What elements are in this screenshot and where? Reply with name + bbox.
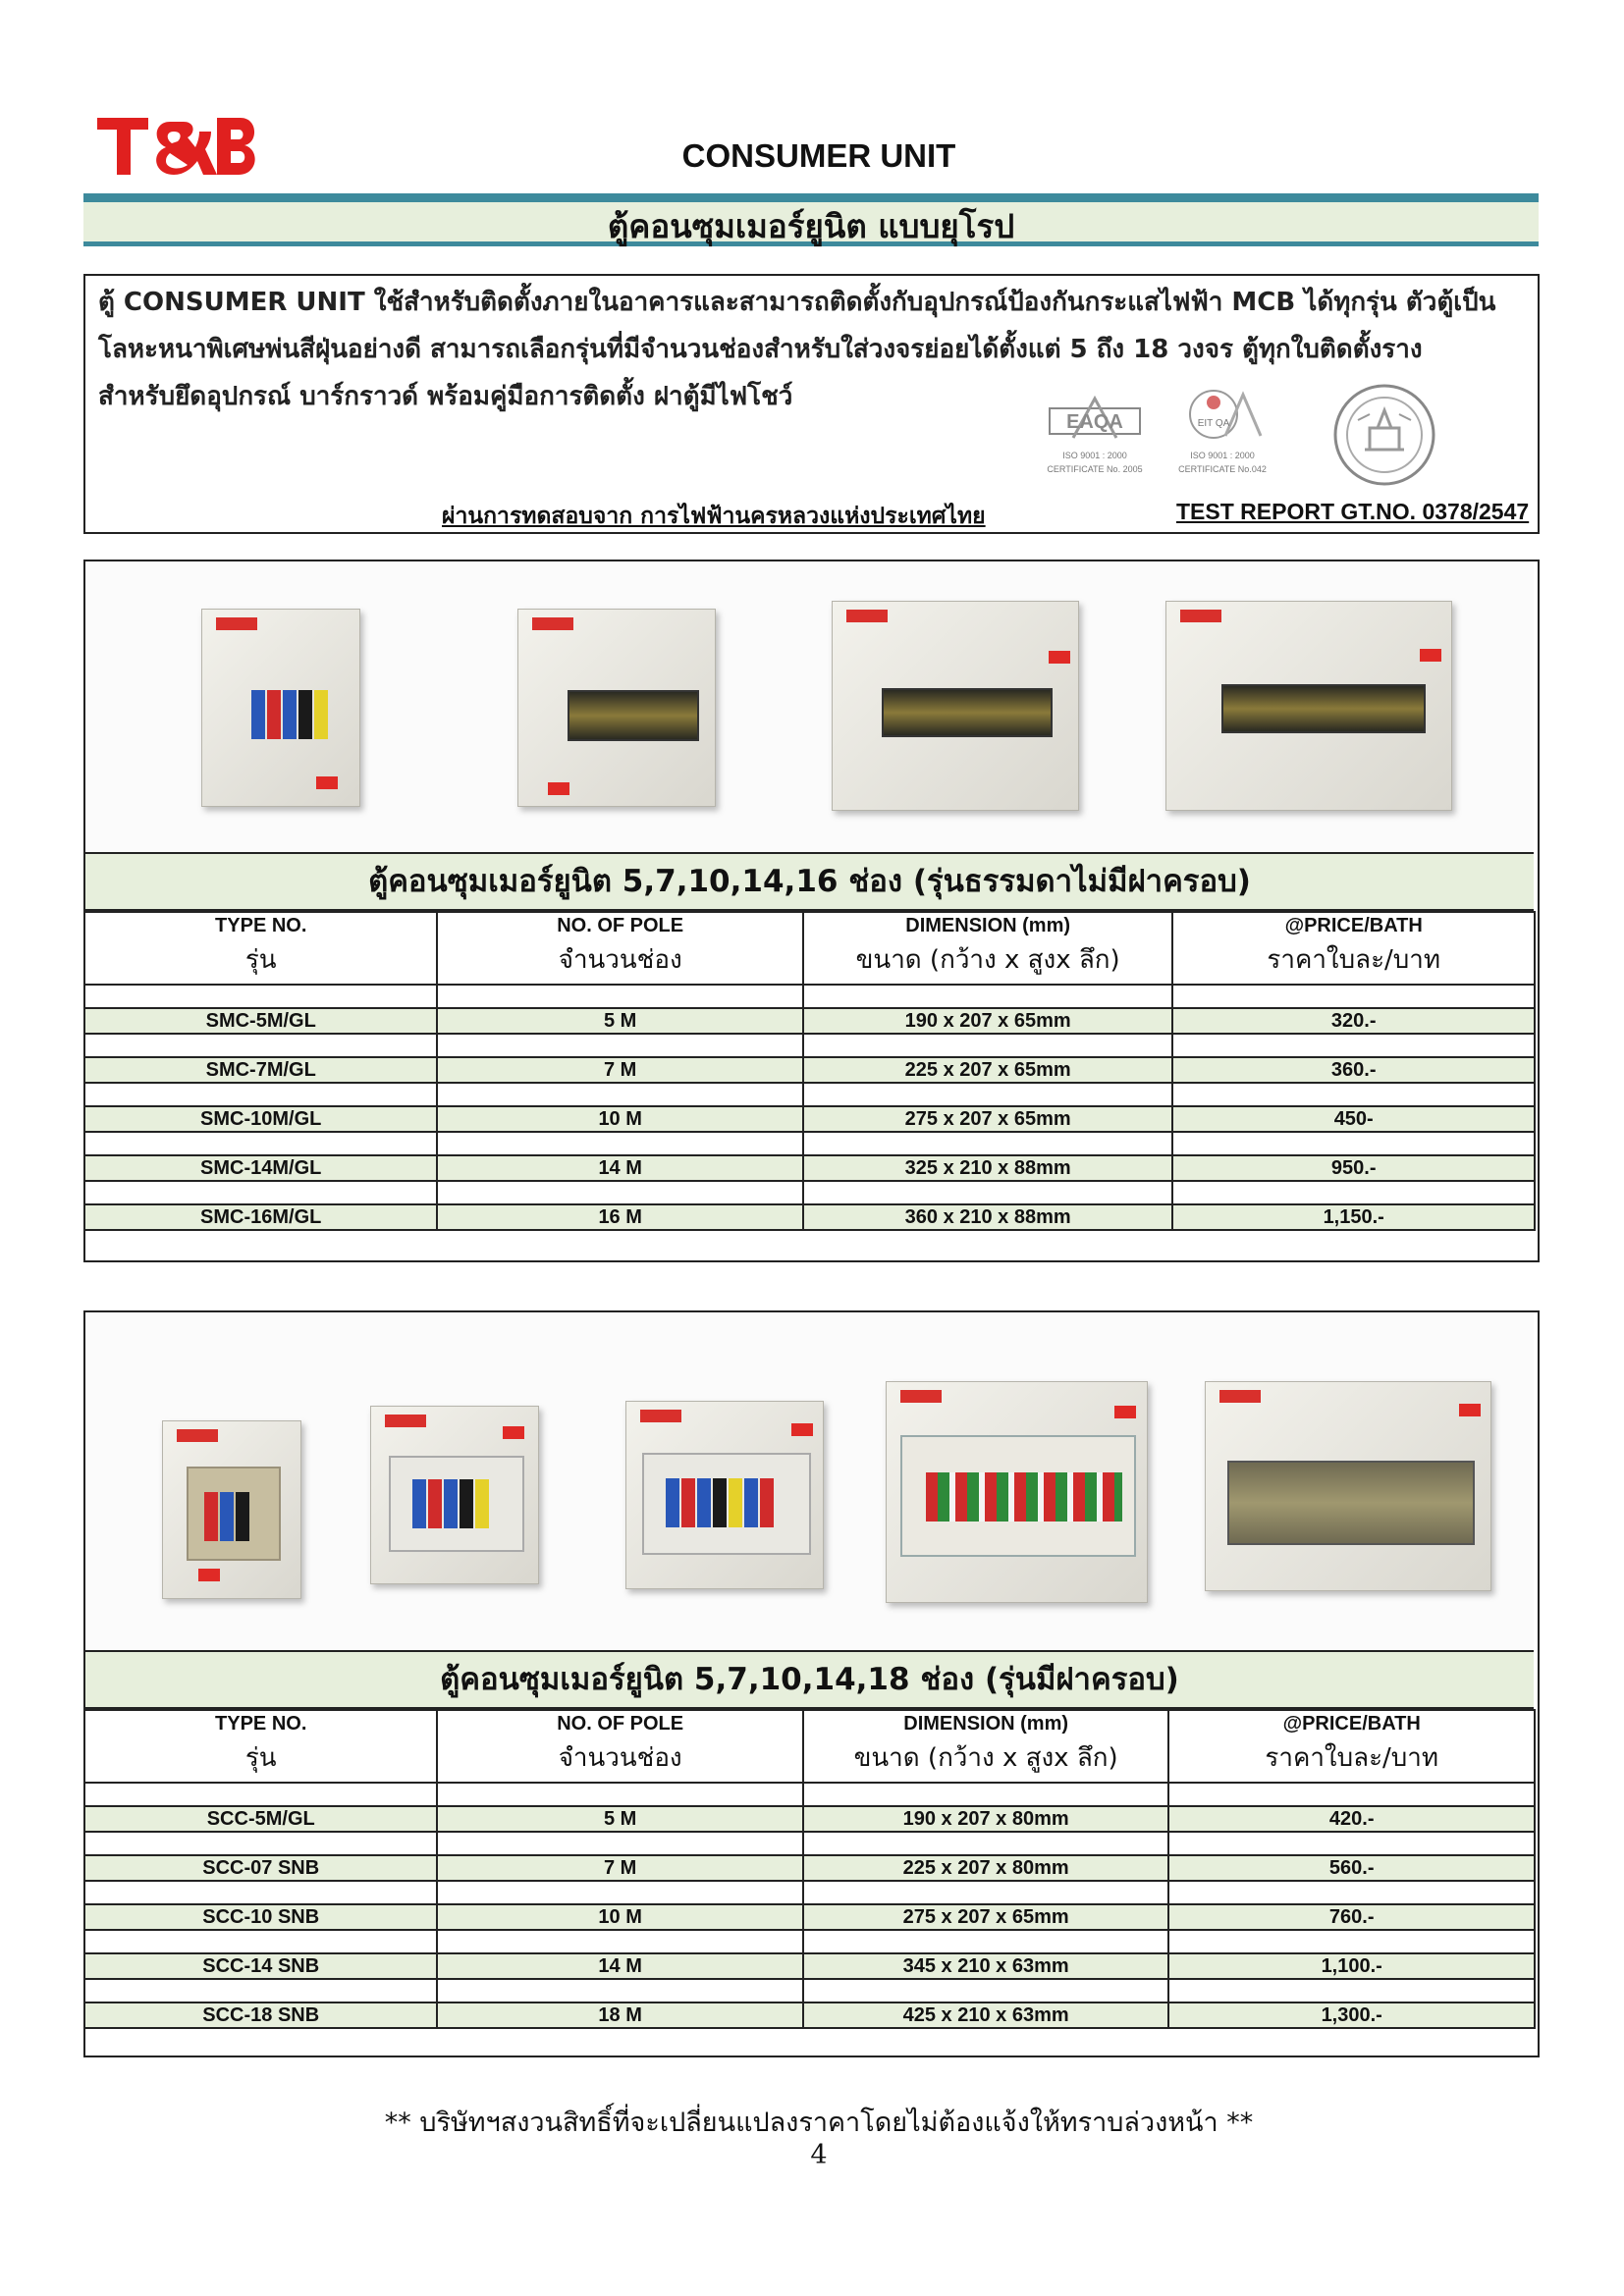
- test-authority: ผ่านการทดสอบจาก การไฟฟ้านครหลวงแห่งประเทศไทย: [442, 504, 986, 529]
- table-row: SMC-7M/GL 7 M 225 x 207 x 65mm 360.-: [84, 1057, 1535, 1083]
- product-image-scc-10: [625, 1401, 824, 1589]
- table-row: SMC-5M/GL 5 M 190 x 207 x 65mm 320.-: [84, 1008, 1535, 1034]
- intro-line-3: สำหรับยึดอุปกรณ์ บาร์กราวด์ พร้อมคู่มือการติดตั้ง ฝาตู้มีไฟโชว์: [98, 382, 793, 411]
- product-image-smc-7m: [517, 609, 716, 807]
- eaqa-iso: ISO 9001 : 2000: [1062, 451, 1127, 460]
- page-subtitle: ตู้คอนซุมเมอร์ยูนิต แบบยุโรป: [607, 207, 1015, 245]
- intro-line-2: โลหะหนาพิเศษพ่นสีฝุ่นอย่างดี สามารถเลือกรุ่นที่มีจำนวนช่องสำหรับใส่วงจรย่อยได้ตั้งแต่ 5 ถึง 18 วงจร ตู้ทุกใบติดตั้งราง: [98, 335, 1423, 364]
- document-title: CONSUMER UNIT: [681, 137, 956, 174]
- product-image-scc-18: [1205, 1381, 1491, 1591]
- table-header-row: TYPE NO. รุ่น NO. OF POLE จำนวนช่อง DIMENSION (mm) ขนาด (กว้าง x สูงx ลึก) @PRICE/BATH ราคาใบละ/บาท: [84, 912, 1535, 985]
- table-row: SCC-18 SNB 18 M 425 x 210 x 63mm 1,300.-: [84, 2002, 1535, 2028]
- eaqa-logo-icon: [1046, 395, 1144, 446]
- product-image-smc-5m: [201, 609, 360, 807]
- table-header-row: TYPE NO. รุ่น NO. OF POLE จำนวนช่อง DIMENSION (mm) ขนาด (กว้าง x สูงx ลึก) @PRICE/BATH ราคาใบละ/บาท: [84, 1710, 1535, 1783]
- section-2-photos: [85, 1312, 1534, 1650]
- table-row: SMC-14M/GL 14 M 325 x 210 x 88mm 950.-: [84, 1155, 1535, 1181]
- table-row: SCC-10 SNB 10 M 275 x 207 x 65mm 760.-: [84, 1904, 1535, 1930]
- table-row: SMC-16M/GL 16 M 360 x 210 x 88mm 1,150.-: [84, 1204, 1535, 1230]
- table-row: SCC-07 SNB 7 M 225 x 207 x 80mm 560.-: [84, 1855, 1535, 1881]
- product-image-scc-14: [886, 1381, 1148, 1603]
- svg-text:EAQA: EAQA: [1066, 411, 1123, 433]
- eit-cert-no: CERTIFICATE No.042: [1178, 464, 1267, 474]
- table-row: SMC-10M/GL 10 M 275 x 207 x 65mm 450-: [84, 1106, 1535, 1132]
- price-disclaimer: ** บริษัทฯสงวนสิทธิ์ที่จะเปลี่ยนแปลงราคาโดยไม่ต้องแจ้งให้ทราบล่วงหน้า **: [384, 2108, 1254, 2138]
- section-1-price-table: [83, 911, 1536, 1231]
- eit-cert: [1168, 383, 1276, 474]
- eaqa-cert-no: CERTIFICATE No. 2005: [1047, 464, 1143, 474]
- intro-line-1: ตู้ CONSUMER UNIT ใช้สำหรับติดตั้งภายในอาคารและสามารถติดตั้งกับอุปกรณ์ป้องกันกระแสไฟฟ้า MCB ได้ทุกรุ่น ตัวตู้เป็น: [98, 288, 1496, 317]
- product-image-scc-5m: [162, 1420, 301, 1599]
- section-1-photos: [85, 561, 1534, 852]
- svg-text:EIT QA: EIT QA: [1197, 418, 1230, 429]
- section-2-price-table: [83, 1709, 1536, 2029]
- page-number: 4: [810, 2140, 828, 2170]
- table-row: SCC-5M/GL 5 M 190 x 207 x 80mm 420.-: [84, 1806, 1535, 1832]
- eaqa-cert: [1041, 395, 1149, 474]
- table-row: SCC-14 SNB 14 M 345 x 210 x 63mm 1,100.-: [84, 1953, 1535, 1979]
- eit-iso: ISO 9001 : 2000: [1190, 451, 1255, 460]
- product-image-smc-10m: [832, 601, 1079, 811]
- product-image-scc-07: [370, 1406, 539, 1584]
- product-image-smc-14m: [1165, 601, 1452, 811]
- test-report-no: TEST REPORT GT.NO. 0378/2547: [1176, 499, 1530, 524]
- section-1-caption: ตู้คอนซุมเมอร์ยูนิต 5,7,10,14,16 ช่อง (รุ่นธรรมดาไม่มีฝาครอบ): [85, 852, 1534, 911]
- eit-qa-logo-icon: [1178, 383, 1267, 446]
- mea-seal-icon: [1330, 381, 1438, 489]
- section-2-caption: ตู้คอนซุมเมอร์ยูนิต 5,7,10,14,18 ช่อง (รุ่นมีฝาครอบ): [85, 1650, 1534, 1709]
